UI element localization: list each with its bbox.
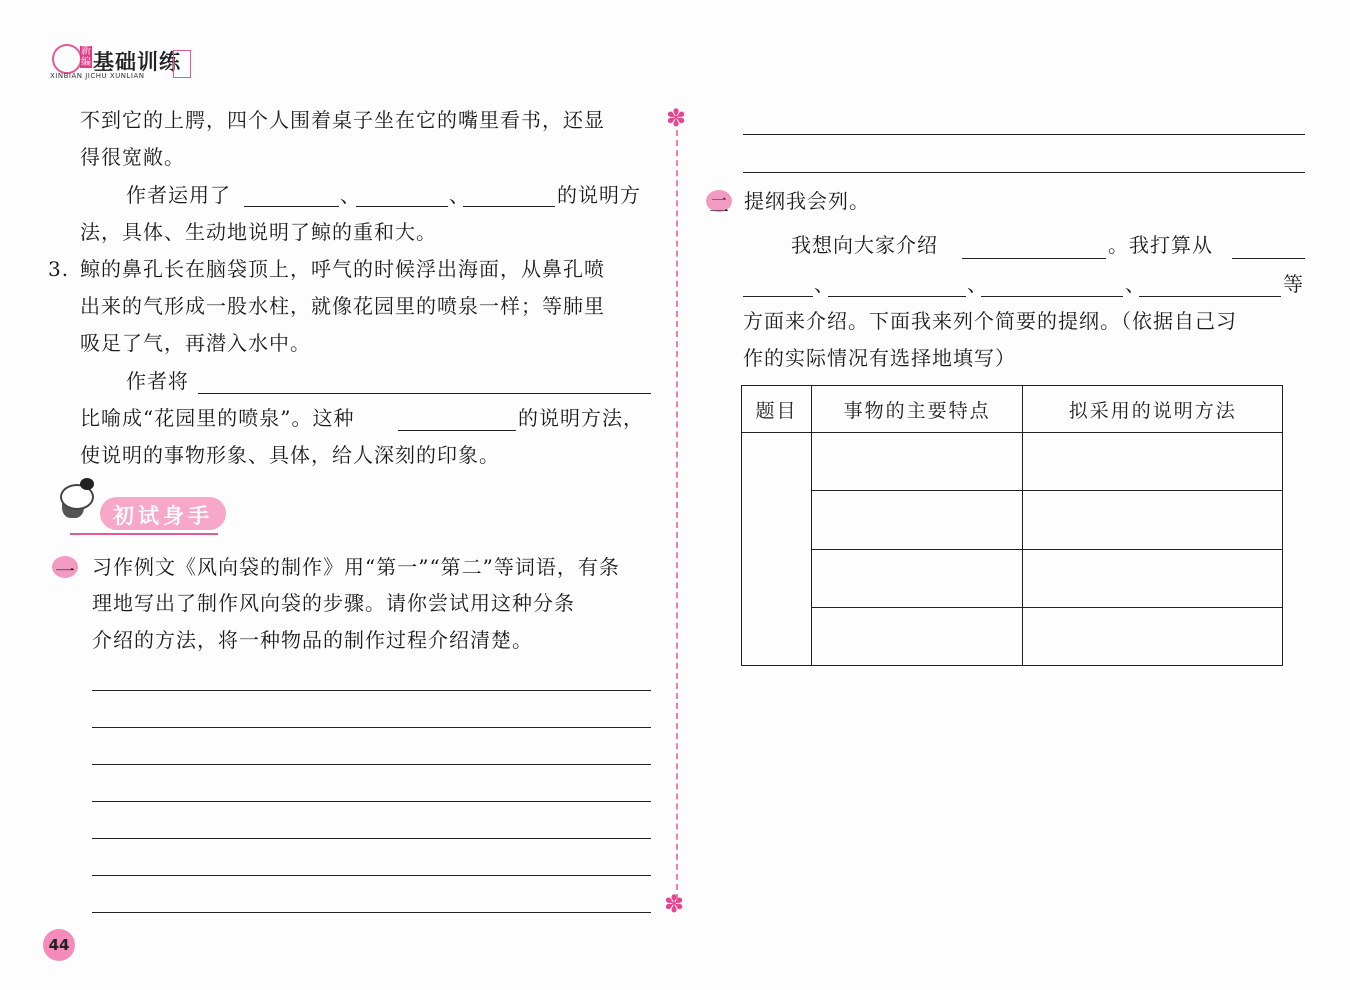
q1-blank-2[interactable] — [356, 206, 448, 207]
star-bottom-icon: ✽ — [664, 890, 685, 918]
q1-suffix: 的说明方 — [557, 183, 641, 207]
task1-line3: 介绍的方法，将一种物品的制作过程介绍清楚。 — [92, 628, 533, 652]
task2-marker: 二 — [706, 190, 732, 212]
task2-line2-suffix: 等 — [1283, 272, 1304, 296]
q3-line2-suffix: 的说明方法， — [518, 406, 644, 430]
task2-blank-aspect-4[interactable] — [981, 296, 1123, 297]
passage1-line2: 得很宽敞。 — [80, 145, 185, 169]
q1-sep1: 、 — [340, 183, 361, 207]
task2-line3: 方面来介绍。下面我来列个简要的提纲。（依据自己习 — [743, 309, 1237, 333]
task2-blank-aspect-3[interactable] — [828, 296, 966, 297]
outline-header-topic: 题目 — [742, 386, 812, 433]
writing-line[interactable] — [92, 764, 651, 765]
writing-line[interactable] — [92, 690, 651, 691]
section-banner-underline — [70, 533, 218, 535]
logo-frame — [173, 50, 191, 78]
task1-line1: 习作例文《风向袋的制作》用“第一”“第二”等词语，有条 — [92, 555, 620, 579]
writing-line-continued[interactable] — [743, 134, 1305, 135]
task2-line4: 作的实际情况有选择地填写） — [743, 346, 1016, 370]
star-top-icon: ✽ — [666, 104, 687, 132]
writing-line[interactable] — [92, 801, 651, 802]
writing-line[interactable] — [92, 727, 651, 728]
task1-marker: 一 — [52, 556, 78, 578]
task2-sep3: 、 — [1125, 272, 1146, 296]
task2-blank-aspect-2[interactable] — [743, 296, 813, 297]
outline-method-cell[interactable] — [1023, 491, 1283, 549]
q3-prefix: 作者将 — [126, 369, 189, 393]
outline-method-cell[interactable] — [1023, 607, 1283, 665]
item3-line2: 出来的气形成一股水柱，就像花园里的喷泉一样；等肺里 — [80, 294, 605, 318]
outline-feature-cell[interactable] — [811, 491, 1023, 549]
section-banner-title: 初试身手 — [113, 504, 213, 528]
item3-line3: 吸足了气，再潜入水中。 — [80, 331, 311, 355]
writing-line[interactable] — [92, 912, 651, 913]
logo-subtitle: XINBIAN JICHU XUNLIAN — [50, 72, 145, 80]
outline-header-features: 事物的主要特点 — [811, 386, 1023, 433]
task2-blank-topic[interactable] — [962, 258, 1106, 259]
puppy-ear — [80, 478, 94, 490]
q1-line2: 法，具体、生动地说明了鲸的重和大。 — [80, 220, 437, 244]
task2-blank-aspect-5[interactable] — [1139, 296, 1281, 297]
outline-header-methods: 拟采用的说明方法 — [1023, 386, 1283, 433]
task1-line2: 理地写出了制作风向袋的步骤。请你尝试用这种分条 — [92, 591, 575, 615]
outline-topic-cell[interactable] — [742, 433, 812, 666]
task2-sep2: 、 — [967, 272, 988, 296]
q1-sep2: 、 — [449, 183, 470, 207]
task2-blank-aspect-1[interactable] — [1232, 258, 1305, 259]
logo-emblem-icon — [52, 44, 82, 74]
outline-feature-cell[interactable] — [811, 549, 1023, 607]
q1-prefix: 作者运用了 — [126, 183, 231, 207]
item3-number: 3. — [48, 257, 70, 281]
logo-badge: 新编 — [81, 46, 91, 68]
task2-line1-prefix: 我想向大家介绍 — [791, 233, 938, 257]
outline-feature-cell[interactable] — [811, 607, 1023, 665]
item3-line1: 鲸的鼻孔长在脑袋顶上，呼气的时候浮出海面，从鼻孔喷 — [80, 257, 605, 281]
outline-feature-cell[interactable] — [811, 433, 1023, 491]
logo-title: 基础训练 — [93, 50, 181, 74]
column-divider — [676, 130, 678, 900]
q1-blank-3[interactable] — [463, 206, 555, 207]
outline-table — [741, 385, 1283, 666]
outline-method-cell[interactable] — [1023, 549, 1283, 607]
q3-line3: 使说明的事物形象、具体，给人深刻的印象。 — [80, 443, 500, 467]
passage1-line1: 不到它的上腭，四个人围着桌子坐在它的嘴里看书，还显 — [80, 108, 605, 132]
q1-blank-1[interactable] — [244, 206, 339, 207]
writing-line-continued[interactable] — [743, 172, 1305, 173]
outline-method-cell[interactable] — [1023, 433, 1283, 491]
section-banner — [100, 497, 226, 530]
task2-title: 提纲我会列。 — [744, 189, 870, 213]
q3-blank-2[interactable] — [398, 430, 516, 431]
task2-line1-mid: 。我打算从 — [1108, 233, 1213, 257]
task2-sep1: 、 — [814, 272, 835, 296]
q3-blank-1[interactable] — [198, 393, 651, 394]
writing-line[interactable] — [92, 838, 651, 839]
writing-line[interactable] — [92, 875, 651, 876]
q3-line2-prefix: 比喻成“花园里的喷泉”。这种 — [80, 406, 355, 430]
page-number: 44 — [43, 929, 75, 961]
